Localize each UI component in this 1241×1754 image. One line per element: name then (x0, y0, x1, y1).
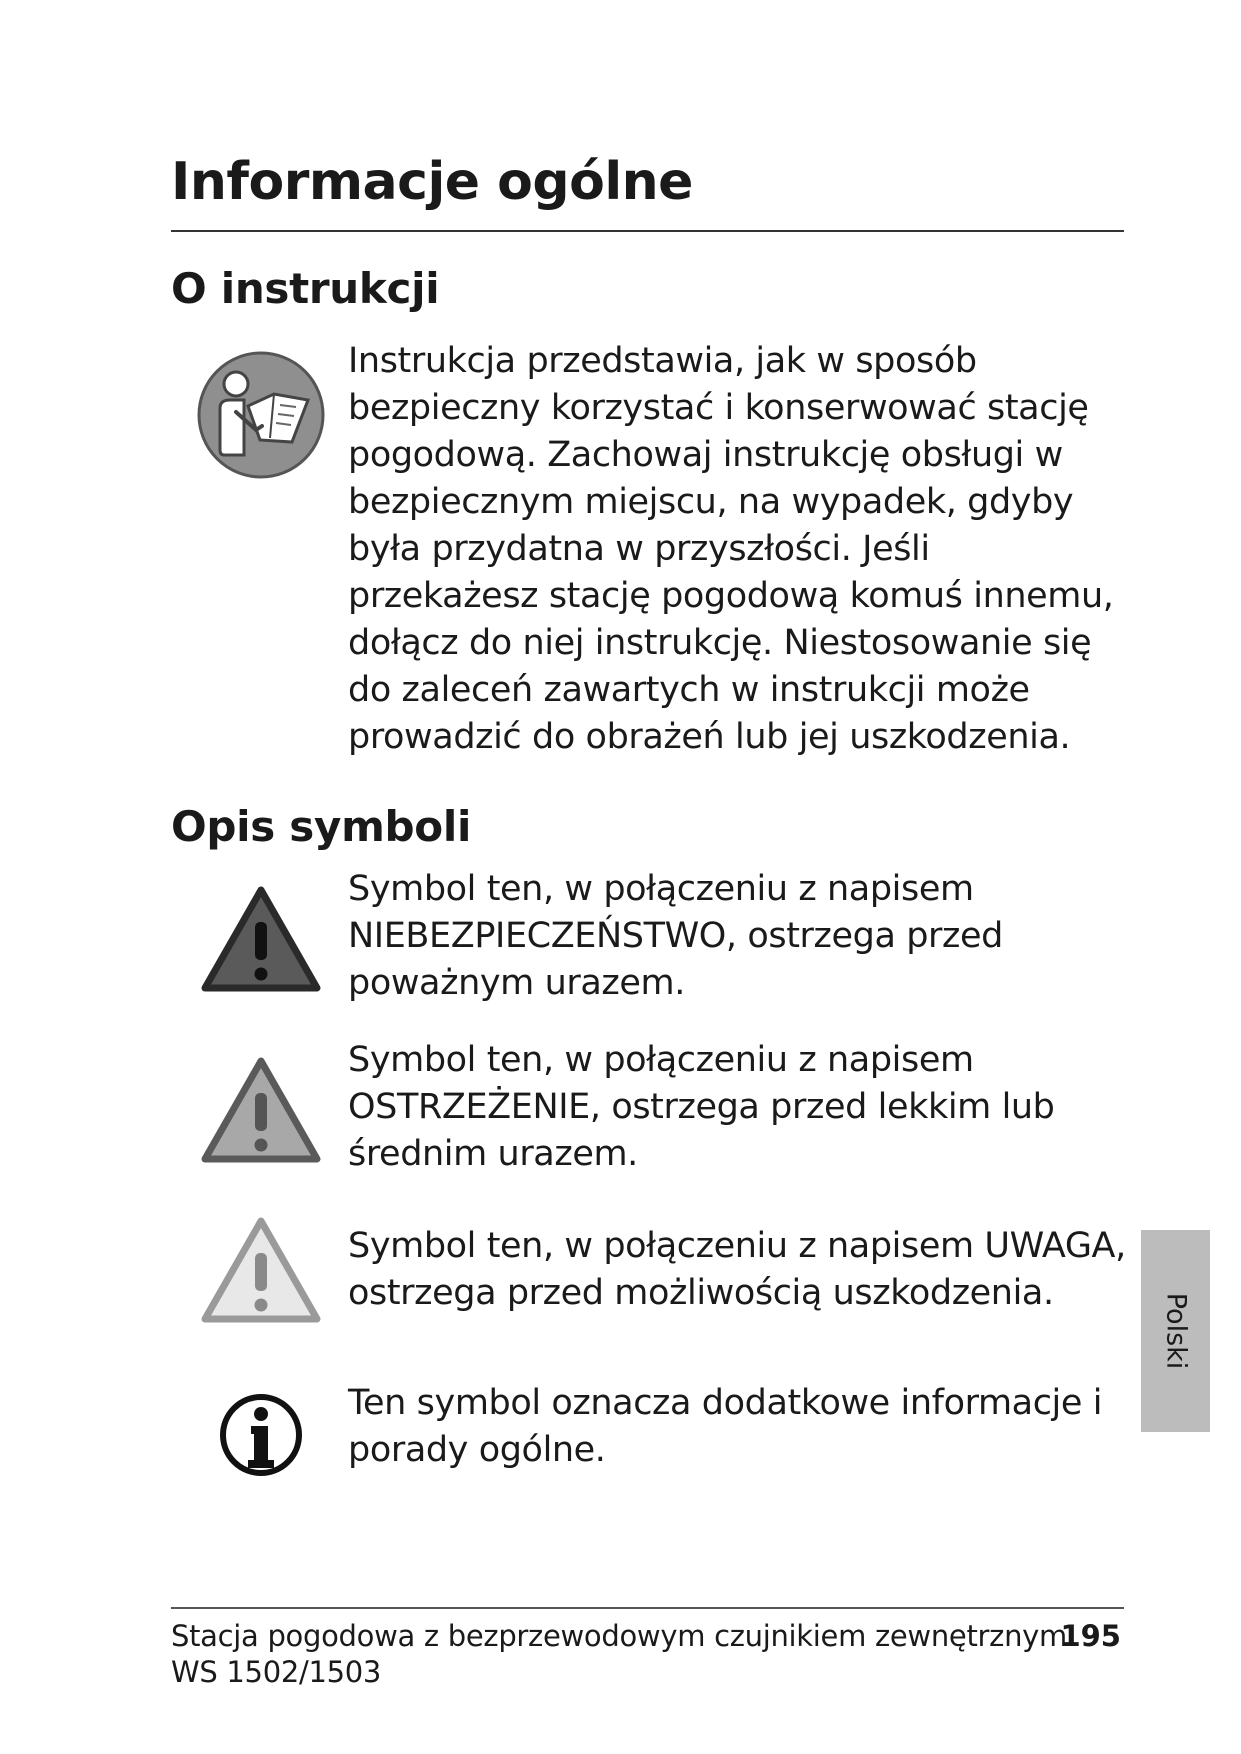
language-tab-label: Polski (1160, 1292, 1191, 1370)
language-tab (1141, 1230, 1210, 1432)
read-manual-icon (196, 350, 326, 480)
page-title: Informacje ogólne (171, 152, 693, 212)
info-icon (218, 1392, 304, 1478)
about-text: Instrukcja przedstawia, jak w sposób bezpieczny korzystać i konserwować stację pogodową. Zachowaj instrukcję obsługi w bezpiecznym miejscu, na wypadek, gdyby była przydatna w przyszłości. Jeśli przekażesz stację pogodową komuś innemu, dołącz do niej instrukcję. Niestosowanie się do zaleceń zawartych w instrukcji może prowadzić do obrażeń lub jej uszkodzenia. (348, 341, 1114, 757)
page-number: 195 (1060, 1619, 1121, 1653)
footer-divider (171, 1607, 1124, 1609)
symbol-text-danger: Symbol ten, w połączeniu z napisem NIEBEZPIECZEŃSTWO, ostrzega przed poważnym urazem. (348, 869, 1003, 1003)
section-heading-symbols: Opis symboli (171, 802, 472, 851)
symbol-text-warning: Symbol ten, w połączeniu z napisem OSTRZEŻENIE, ostrzega przed lekkim lub średnim urazem. (348, 1040, 1055, 1174)
warning-icon (199, 1055, 323, 1167)
section-heading-about: O instrukcji (171, 264, 440, 313)
caution-icon (199, 1215, 323, 1327)
footer-model: WS 1502/1503 (171, 1655, 382, 1689)
symbol-text-info: Ten symbol oznacza dodatkowe informacje i porady ogólne. (348, 1383, 1103, 1470)
symbol-text-caution: Symbol ten, w połączeniu z napisem UWAGA, ostrzega przed możliwością uszkodzenia. (348, 1226, 1126, 1313)
title-divider (171, 230, 1124, 232)
danger-warning-icon (199, 884, 323, 996)
footer-product-name: Stacja pogodowa z bezprzewodowym czujnikiem zewnętrznym (171, 1619, 1067, 1653)
